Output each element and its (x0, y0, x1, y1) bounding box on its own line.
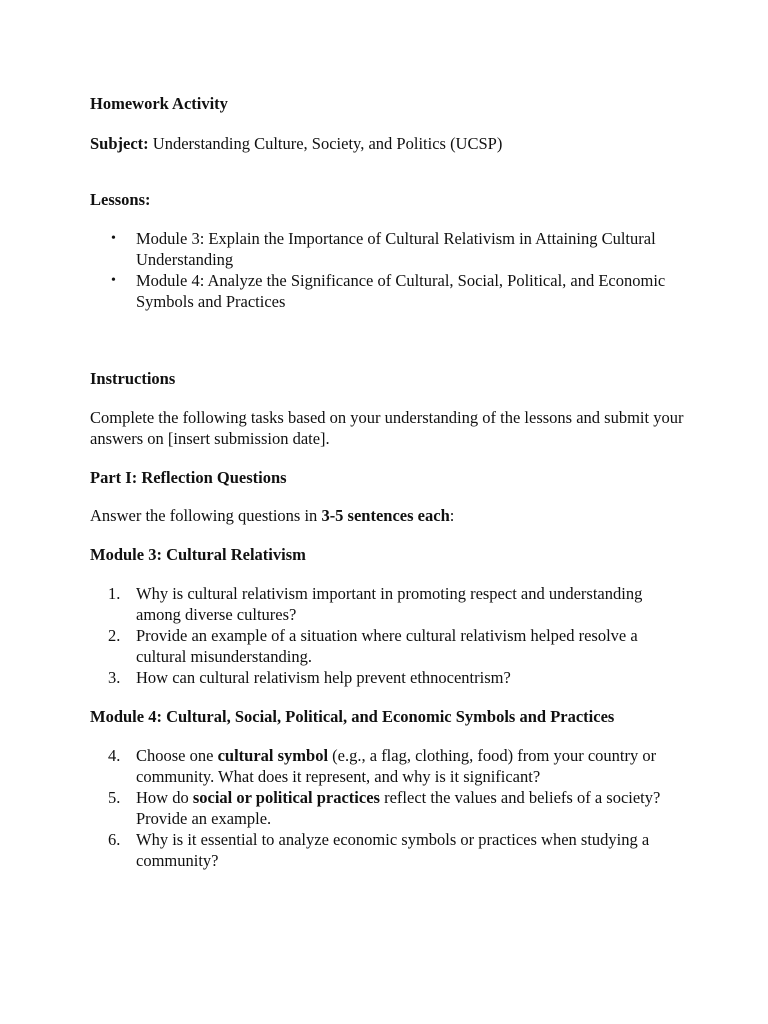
question-text: Provide an example of a situation where cultural relativism helped resolve a cultural misunderstanding. (136, 626, 638, 666)
part1-intro-end: : (449, 506, 455, 525)
lessons-heading: Lessons: (90, 190, 151, 209)
part1-intro-emphasis: 3-5 sentences each (321, 506, 450, 525)
question-number: 5. (108, 788, 121, 807)
bullet-icon: • (111, 231, 116, 246)
question-text (136, 746, 656, 786)
module3-heading: Module 3: Cultural Relativism (90, 545, 306, 564)
question-item (90, 667, 690, 688)
subject-label: Subject: (90, 134, 149, 153)
document-title: Homework Activity (90, 94, 228, 113)
question-emphasis: cultural symbol (217, 746, 329, 765)
module4-heading: Module 4: Cultural, Social, Political, and Economic Symbols and Practices (90, 707, 615, 726)
question-text: How can cultural relativism help prevent ethnocentrism? (136, 668, 511, 687)
question-text-part: Choose one (136, 746, 218, 765)
question-number: 1. (108, 584, 121, 603)
question-item (90, 583, 690, 625)
question-number: 3. (108, 668, 121, 687)
lesson-item (90, 228, 690, 270)
module4-questions (90, 745, 690, 871)
question-number: 4. (108, 746, 121, 765)
module3-questions (90, 583, 690, 688)
instructions-text: Complete the following tasks based on your understanding of the lessons and submit your answers on [insert submission date]. (90, 408, 684, 448)
lessons-list (90, 228, 690, 312)
question-item (90, 829, 690, 871)
subject-line (90, 133, 690, 154)
question-number: 6. (108, 830, 121, 849)
question-text (136, 788, 660, 828)
lesson-item-text: Module 4: Analyze the Significance of Cultural, Social, Political, and Economic Symbols and Practices (136, 271, 666, 311)
question-number: 2. (108, 626, 121, 645)
question-text: Why is cultural relativism important in promoting respect and understanding among diverse cultures? (136, 584, 643, 624)
question-text-part: (e.g., a flag, clothing, food) from your country or community. What does it represent, and why is it significant? (136, 746, 657, 786)
question-text-part: reflect the values and beliefs of a society? Provide an example. (136, 788, 661, 828)
instructions-heading: Instructions (90, 369, 176, 388)
part1-intro-text: Answer the following questions in (90, 506, 322, 525)
lesson-item-text: Module 3: Explain the Importance of Cultural Relativism in Attaining Cultural Understanding (136, 229, 656, 269)
subject-value: Understanding Culture, Society, and Politics (UCSP) (148, 134, 503, 153)
part1-heading: Part I: Reflection Questions (90, 468, 287, 487)
part1-intro (90, 505, 690, 526)
question-item (90, 787, 690, 829)
question-emphasis: social or political practices (192, 788, 380, 807)
lesson-item (90, 270, 690, 312)
question-text-part: How do (136, 788, 193, 807)
question-item (90, 625, 690, 667)
bullet-icon: • (111, 273, 116, 288)
question-text: Why is it essential to analyze economic symbols or practices when studying a community? (136, 830, 650, 870)
question-item (90, 745, 690, 787)
